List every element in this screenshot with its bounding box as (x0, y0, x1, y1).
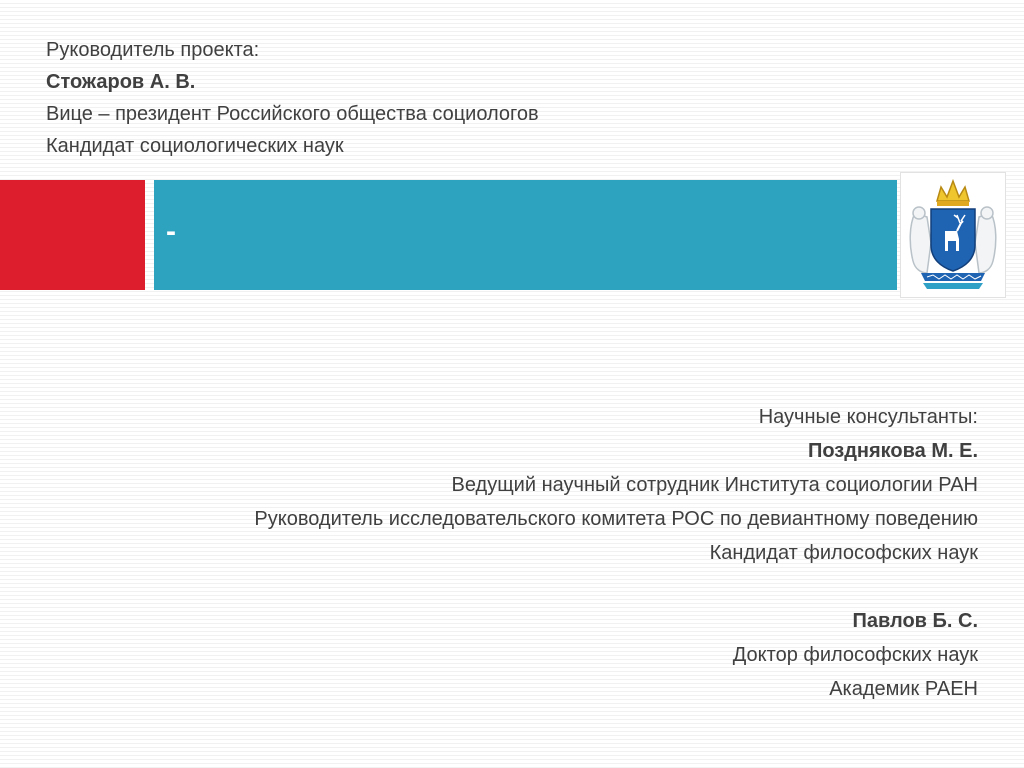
consultant-title: Академик РАЕН (829, 678, 978, 700)
consultant-position: Ведущий научный сотрудник Института социологии РАН (451, 474, 978, 496)
coat-of-arms-icon (900, 172, 1006, 298)
consultants-heading: Научные консультанты: (758, 406, 978, 428)
red-accent-band (0, 180, 145, 290)
slide-title: - (166, 215, 176, 248)
consultant-name: Павлов Б. С. (852, 610, 978, 632)
consultant-degree: Кандидат философских наук (709, 542, 978, 564)
consultant-name: Позднякова М. Е. (807, 440, 978, 462)
consultant-position: Руководитель исследовательского комитета РОС по девиантному поведению (254, 508, 978, 530)
leader-position: Вице – президент Российского общества социологов (46, 103, 539, 125)
leader-name: Стожаров А. В. (46, 71, 196, 93)
consultant-degree: Доктор философских наук (732, 644, 978, 666)
consultants-block (78, 400, 978, 706)
spacer (78, 570, 978, 604)
leader-degree: Кандидат социологических наук (46, 135, 344, 157)
project-leader-block (46, 34, 746, 162)
leader-heading: Руководитель проекта: (46, 39, 260, 61)
teal-title-band (154, 180, 897, 290)
